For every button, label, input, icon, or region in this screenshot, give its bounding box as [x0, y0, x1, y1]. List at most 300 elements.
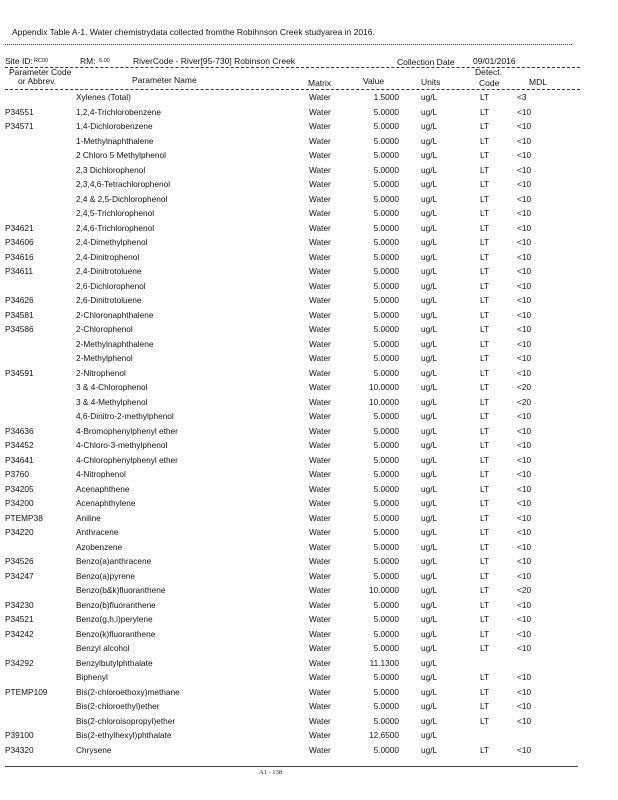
mdl-cell: <10 [517, 295, 532, 305]
detect-code-cell: LT [480, 121, 490, 131]
units-cell: ug/L [421, 150, 438, 160]
detect-code-cell: LT [480, 208, 490, 218]
detect-code-cell: LT [480, 179, 490, 189]
param-code-cell: P34571 [5, 121, 34, 131]
mdl-cell: <10 [517, 527, 532, 537]
units-cell: ug/L [421, 585, 438, 595]
matrix-cell: Water [309, 541, 331, 552]
table-row [0, 208, 618, 223]
detect-code-cell: LT [480, 266, 490, 276]
site-id-value: RC00 [34, 58, 49, 64]
param-code-cell: P34551 [5, 106, 34, 117]
table-row [0, 455, 618, 470]
matrix-cell: Water [309, 628, 331, 639]
matrix-cell: Water [309, 599, 331, 610]
units-cell: ug/L [421, 208, 438, 218]
param-code-cell: P34205 [5, 483, 34, 494]
mdl-cell: <10 [517, 512, 532, 523]
matrix-cell: Water [309, 411, 331, 421]
title-divider [5, 44, 572, 45]
table-row [0, 179, 618, 194]
mdl-cell: <10 [517, 106, 532, 117]
detect-code-cell: LT [480, 672, 490, 682]
units-cell: ug/L [421, 121, 438, 131]
units-cell: ug/L [421, 701, 438, 711]
value-cell: 5.0000 [373, 483, 399, 494]
value-cell: 5.0000 [373, 164, 399, 175]
units-cell: ug/L [421, 512, 438, 523]
mdl-cell: <10 [517, 483, 532, 494]
table-row [0, 440, 618, 455]
units-cell: ug/L [421, 92, 438, 102]
units-cell: ug/L [421, 251, 438, 262]
table-row [0, 121, 618, 136]
param-name-cell: Benzo(a)anthracene [76, 556, 152, 566]
table-row [0, 687, 618, 702]
matrix-cell: Water [309, 614, 331, 624]
matrix-cell: Water [309, 324, 331, 334]
mdl-cell: <20 [517, 396, 532, 407]
table-row [0, 701, 618, 716]
detect-code-cell: LT [480, 309, 490, 320]
param-name-cell: Benzo(b)fluoranthene [76, 599, 156, 610]
units-cell: ug/L [421, 280, 438, 291]
detect-code-cell: LT [480, 135, 490, 146]
table-row [0, 542, 618, 557]
value-cell: 5.0000 [373, 353, 399, 363]
detect-code-cell: LT [480, 338, 490, 349]
units-cell: ug/L [421, 715, 438, 726]
matrix-cell: Water [309, 367, 331, 378]
table-row [0, 194, 618, 209]
value-cell: 5.0000 [373, 541, 399, 552]
col-header-detect: Detect. [475, 67, 502, 77]
table-row [0, 397, 618, 412]
value-cell: 1.5000 [373, 92, 399, 102]
table-row [0, 295, 618, 310]
param-name-cell: Acenaphthene [76, 483, 130, 494]
detect-code-cell: LT [480, 295, 490, 305]
units-cell: ug/L [421, 179, 438, 189]
units-cell: ug/L [421, 599, 438, 610]
table-row [0, 498, 618, 513]
detect-code-cell: LT [480, 614, 490, 624]
detect-code-cell: LT [480, 628, 490, 639]
param-code-cell: P34526 [5, 556, 34, 566]
param-code-cell: P34616 [5, 251, 34, 262]
value-cell: 5.0000 [373, 744, 399, 755]
detect-code-cell: LT [480, 164, 490, 175]
value-cell: 5.0000 [373, 643, 399, 653]
table-row [0, 310, 618, 325]
table-row [0, 165, 618, 180]
detect-code-cell: LT [480, 701, 490, 711]
matrix-cell: Water [309, 585, 331, 595]
units-cell: ug/L [421, 106, 438, 117]
units-cell: ug/L [421, 556, 438, 566]
detect-code-cell: LT [480, 454, 490, 465]
matrix-cell: Water [309, 701, 331, 711]
units-cell: ug/L [421, 266, 438, 276]
units-cell: ug/L [421, 730, 438, 740]
param-name-cell: Benzo(k)fluoranthene [76, 628, 156, 639]
mdl-cell: <10 [517, 251, 532, 262]
mdl-cell: <10 [517, 686, 532, 697]
matrix-cell: Water [309, 469, 331, 479]
units-cell: ug/L [421, 367, 438, 378]
param-code-cell: P34521 [5, 614, 34, 624]
matrix-cell: Water [309, 150, 331, 160]
value-cell: 5.0000 [373, 556, 399, 566]
table-row [0, 382, 618, 397]
mdl-cell: <10 [517, 121, 532, 131]
table-row [0, 411, 618, 426]
mdl-cell: <10 [517, 179, 532, 189]
header-bottom-rule [5, 89, 580, 90]
detect-code-cell: LT [480, 541, 490, 552]
value-cell: 5.0000 [373, 512, 399, 523]
page-title: Appendix Table A-1. Water chemistrydata collected fromthe Robihnson Creek studyarea in 2016. [12, 27, 375, 37]
table-row [0, 745, 618, 760]
param-name-cell: 1,4-Dichlorobenzene [76, 121, 153, 131]
mdl-cell: <10 [517, 614, 532, 624]
detect-code-cell: LT [480, 92, 490, 102]
param-name-cell: Anthracene [76, 527, 119, 537]
units-cell: ug/L [421, 338, 438, 349]
table-row [0, 527, 618, 542]
param-name-cell: 4-Chlorophenylphenyl ether [76, 454, 178, 465]
param-name-cell: Acenaphthylene [76, 498, 136, 508]
matrix-cell: Water [309, 643, 331, 653]
param-name-cell: 2,4 & 2,5-Dichlorophenol [76, 193, 168, 204]
detect-code-cell: LT [480, 527, 490, 537]
param-name-cell: Benzylbutylphthalate [76, 657, 153, 668]
value-cell: 5.0000 [373, 237, 399, 247]
mdl-cell: <10 [517, 208, 532, 218]
value-cell: 5.0000 [373, 411, 399, 421]
value-cell: 10.0000 [369, 585, 399, 595]
detect-code-cell: LT [480, 744, 490, 755]
param-code-cell: P34591 [5, 367, 34, 378]
col-header-param-name: Parameter Name [132, 75, 197, 85]
param-code-cell: P3760 [5, 469, 29, 479]
matrix-cell: Water [309, 396, 331, 407]
value-cell: 5.0000 [373, 672, 399, 682]
value-cell: 12.6500 [369, 730, 399, 740]
param-name-cell: Chrysene [76, 744, 112, 755]
detect-code-cell: LT [480, 599, 490, 610]
rm-value: 6.00 [99, 58, 110, 64]
param-name-cell: Aniline [76, 512, 101, 523]
units-cell: ug/L [421, 498, 438, 508]
matrix-cell: Water [309, 164, 331, 175]
detect-code-cell: LT [480, 686, 490, 697]
units-cell: ug/L [421, 164, 438, 175]
table-row [0, 150, 618, 165]
units-cell: ug/L [421, 541, 438, 552]
detect-code-cell: LT [480, 367, 490, 378]
units-cell: ug/L [421, 222, 438, 233]
table-row [0, 266, 618, 281]
collection-date-label: Collection Date [397, 57, 455, 67]
matrix-cell: Water [309, 353, 331, 363]
param-name-cell: 4-Bromophenylphenyl ether [76, 425, 178, 436]
mdl-cell: <20 [517, 585, 532, 595]
rm-label: RM: [80, 56, 96, 66]
param-name-cell: 2 Chloro 5 Methylphenol [76, 150, 166, 160]
table-row [0, 658, 618, 673]
value-cell: 5.0000 [373, 222, 399, 233]
page-number: A1 - 138 [259, 769, 283, 776]
mdl-cell: <10 [517, 628, 532, 639]
matrix-cell: Water [309, 672, 331, 682]
param-name-cell: 1-Methylnaphthalene [76, 135, 154, 146]
param-name-cell: 3 & 4-Chlorophenol [76, 382, 148, 392]
detect-code-cell: LT [480, 585, 490, 595]
value-cell: 5.0000 [373, 425, 399, 436]
matrix-cell: Water [309, 295, 331, 305]
units-cell: ug/L [421, 309, 438, 320]
param-name-cell: Bis(2-ethylhexyl)phthalate [76, 730, 172, 740]
mdl-cell: <10 [517, 324, 532, 334]
param-code-cell: PTEMP38 [5, 512, 43, 523]
value-cell: 11.1300 [369, 657, 399, 668]
units-cell: ug/L [421, 396, 438, 407]
detect-code-cell: LT [480, 469, 490, 479]
value-cell: 5.0000 [373, 628, 399, 639]
value-cell: 5.0000 [373, 498, 399, 508]
table-row [0, 556, 618, 571]
param-name-cell: Benzo(g,h,i)perylene [76, 614, 153, 624]
detect-code-cell: LT [480, 483, 490, 494]
units-cell: ug/L [421, 193, 438, 204]
units-cell: ug/L [421, 324, 438, 334]
param-code-cell: P34636 [5, 425, 34, 436]
param-name-cell: 2,3,4,6-Tetrachlorophenol [76, 179, 171, 189]
value-cell: 5.0000 [373, 179, 399, 189]
mdl-cell: <10 [517, 353, 532, 363]
detect-code-cell: LT [480, 237, 490, 247]
col-header-mdl: MDL [529, 77, 547, 87]
table-row [0, 92, 618, 107]
matrix-cell: Water [309, 280, 331, 291]
param-code-cell: P34641 [5, 454, 34, 465]
matrix-cell: Water [309, 251, 331, 262]
param-code-cell: P34200 [5, 498, 34, 508]
units-cell: ug/L [421, 672, 438, 682]
detect-code-cell: LT [480, 556, 490, 566]
value-cell: 5.0000 [373, 599, 399, 610]
detect-code-cell: LT [480, 512, 490, 523]
value-cell: 5.0000 [373, 527, 399, 537]
detect-code-cell: LT [480, 324, 490, 334]
matrix-cell: Water [309, 106, 331, 117]
table-row [0, 585, 618, 600]
detect-code-cell: LT [480, 222, 490, 233]
detect-code-cell: LT [480, 425, 490, 436]
param-name-cell: Bis(2-chloroethyl)ether [76, 701, 160, 711]
col-header-code: Code [479, 78, 500, 88]
matrix-cell: Water [309, 527, 331, 537]
matrix-cell: Water [309, 309, 331, 320]
param-code-cell: P34247 [5, 570, 34, 581]
units-cell: ug/L [421, 686, 438, 697]
param-name-cell: 4-Nitrophenol [76, 469, 126, 479]
units-cell: ug/L [421, 237, 438, 247]
table-row [0, 484, 618, 499]
value-cell: 5.0000 [373, 251, 399, 262]
matrix-cell: Water [309, 744, 331, 755]
units-cell: ug/L [421, 527, 438, 537]
value-cell: 5.0000 [373, 309, 399, 320]
param-name-cell: Biphenyl [76, 672, 108, 682]
detect-code-cell: LT [480, 280, 490, 291]
matrix-cell: Water [309, 338, 331, 349]
matrix-cell: Water [309, 92, 331, 102]
mdl-cell: <10 [517, 222, 532, 233]
param-name-cell: 2-Nitrophenol [76, 367, 126, 378]
table-row [0, 252, 618, 267]
value-cell: 5.0000 [373, 208, 399, 218]
param-name-cell: 2-Chlorophenol [76, 324, 133, 334]
param-code-cell: P34611 [5, 266, 33, 276]
matrix-cell: Water [309, 570, 331, 581]
mdl-cell: <10 [517, 164, 532, 175]
matrix-cell: Water [309, 425, 331, 436]
mdl-cell: <10 [517, 672, 532, 682]
param-name-cell: Azobenzene [76, 541, 123, 552]
param-name-cell: 4-Chloro-3-methylphenol [76, 440, 168, 450]
table-row [0, 368, 618, 383]
value-cell: 10.0000 [369, 382, 399, 392]
param-code-cell: P34626 [5, 295, 34, 305]
units-cell: ug/L [421, 483, 438, 494]
matrix-cell: Water [309, 237, 331, 247]
table-row [0, 600, 618, 615]
footer-rule [5, 766, 578, 767]
param-code-cell: P34581 [5, 309, 34, 320]
mdl-cell: <10 [517, 701, 532, 711]
matrix-cell: Water [309, 179, 331, 189]
units-cell: ug/L [421, 469, 438, 479]
detect-code-cell: LT [480, 411, 490, 421]
mdl-cell: <10 [517, 425, 532, 436]
value-cell: 5.0000 [373, 570, 399, 581]
param-name-cell: 2,6-Dichlorophenol [76, 280, 146, 291]
detect-code-cell: LT [480, 106, 490, 117]
mdl-cell: <10 [517, 570, 532, 581]
units-cell: ug/L [421, 454, 438, 465]
mdl-cell: <10 [517, 454, 532, 465]
mdl-cell: <10 [517, 599, 532, 610]
matrix-cell: Water [309, 483, 331, 494]
matrix-cell: Water [309, 440, 331, 450]
detect-code-cell: LT [480, 570, 490, 581]
param-code-cell: P34586 [5, 324, 34, 334]
value-cell: 5.0000 [373, 150, 399, 160]
matrix-cell: Water [309, 498, 331, 508]
col-header-units: Units [421, 77, 441, 87]
units-cell: ug/L [421, 425, 438, 436]
param-name-cell: 2,4,5-Trichlorophenol [76, 208, 155, 218]
matrix-cell: Water [309, 556, 331, 566]
mdl-cell: <10 [517, 135, 532, 146]
param-code-cell: P34242 [5, 628, 34, 639]
mdl-cell: <10 [517, 541, 532, 552]
matrix-cell: Water [309, 454, 331, 465]
detect-code-cell: LT [480, 251, 490, 262]
value-cell: 5.0000 [373, 121, 399, 131]
detect-code-cell: LT [480, 382, 490, 392]
value-cell: 5.0000 [373, 324, 399, 334]
col-header-value: Value [363, 76, 385, 86]
param-name-cell: 2-Methylnaphthalene [76, 338, 154, 349]
table-row [0, 237, 618, 252]
units-cell: ug/L [421, 657, 438, 668]
col-header-matrix: Matrix [308, 78, 332, 88]
table-row [0, 513, 618, 528]
mdl-cell: <10 [517, 193, 532, 204]
units-cell: ug/L [421, 570, 438, 581]
detect-code-cell: LT [480, 440, 490, 450]
detect-code-cell: LT [480, 396, 490, 407]
value-cell: 5.0000 [373, 454, 399, 465]
param-name-cell: Xylenes (Total) [76, 92, 131, 102]
matrix-cell: Water [309, 657, 331, 668]
matrix-cell: Water [309, 266, 331, 276]
detect-code-cell: LT [480, 498, 490, 508]
mdl-cell: <10 [517, 237, 532, 247]
value-cell: 5.0000 [373, 266, 399, 276]
mdl-cell: <10 [517, 411, 532, 421]
param-name-cell: 2,4-Dinitrophenol [76, 251, 140, 262]
matrix-cell: Water [309, 382, 331, 392]
matrix-cell: Water [309, 222, 331, 233]
river-code: RiverCode - River[95-730] Robinson Creek [133, 56, 296, 66]
param-code-cell: PTEMP109 [5, 686, 48, 697]
mdl-cell: <10 [517, 150, 532, 160]
value-cell: 5.0000 [373, 367, 399, 378]
value-cell: 5.0000 [373, 686, 399, 697]
mdl-cell: <10 [517, 469, 532, 479]
mdl-cell: <10 [517, 338, 532, 349]
matrix-cell: Water [309, 686, 331, 697]
param-name-cell: Benzo(a)pyrene [76, 570, 136, 581]
site-id-label: Site ID: [5, 56, 33, 66]
col-header-param-code-2: or Abbrev. [18, 76, 57, 86]
table-row [0, 571, 618, 586]
table-row [0, 324, 618, 339]
matrix-cell: Water [309, 208, 331, 218]
detect-code-cell: LT [480, 353, 490, 363]
table-row [0, 643, 618, 658]
table-row [0, 730, 618, 745]
mdl-cell: <20 [517, 382, 532, 392]
table-row [0, 339, 618, 354]
table-row [0, 629, 618, 644]
table-row [0, 716, 618, 731]
mdl-cell: <10 [517, 440, 532, 450]
mdl-cell: <10 [517, 266, 532, 276]
units-cell: ug/L [421, 614, 438, 624]
param-name-cell: 2,4-Dimethylphenol [76, 237, 148, 247]
table-row [0, 281, 618, 296]
mdl-cell: <10 [517, 715, 532, 726]
mdl-cell: <10 [517, 744, 532, 755]
param-name-cell: 3 & 4-Methylphenol [76, 396, 148, 407]
mdl-cell: <10 [517, 498, 532, 508]
param-code-cell: P39100 [5, 730, 34, 740]
